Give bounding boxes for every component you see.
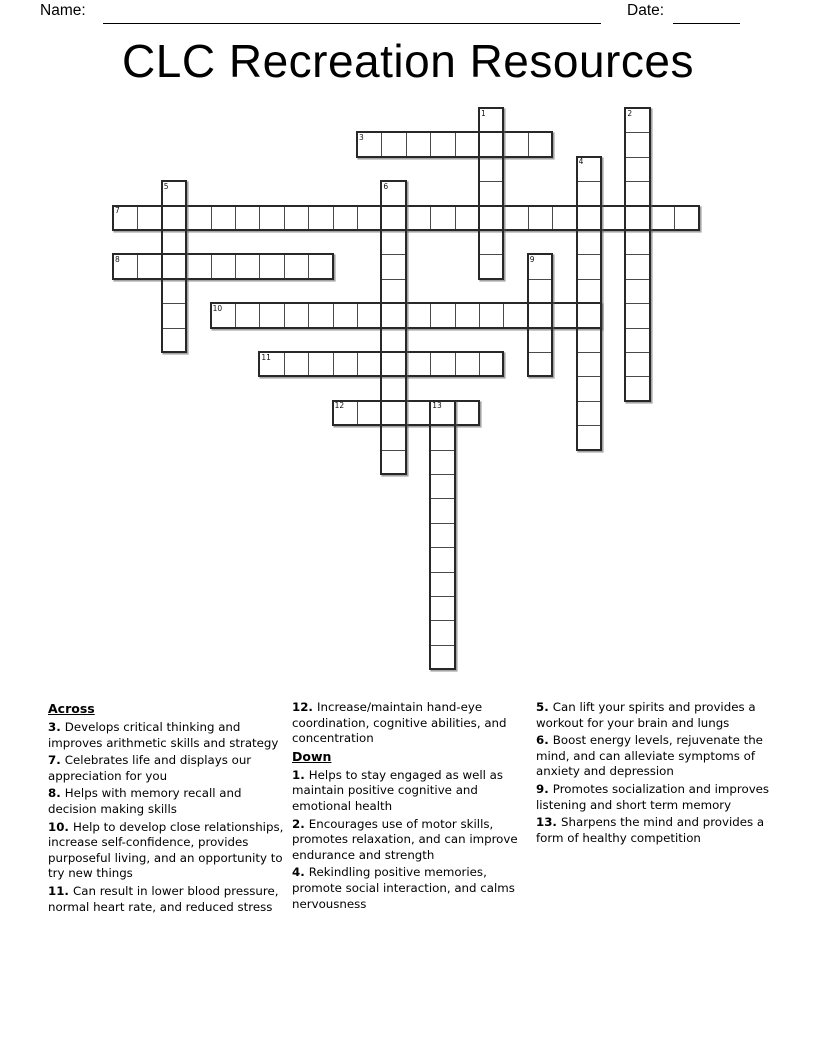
clue-number: 13.: [536, 815, 562, 830]
grid-cell: [625, 181, 650, 206]
grid-cell: [406, 303, 431, 328]
grid-cell: [625, 352, 650, 377]
clue-text: Help to develop close relationships, increase self-confidence, provides purposeful living, and an opportunity to try new things: [48, 819, 284, 881]
grid-cell: [577, 303, 602, 328]
grid-cell: [162, 206, 187, 231]
clue-across-7: [48, 753, 284, 784]
clue-number: 3.: [48, 720, 65, 734]
grid-cell: [381, 328, 406, 353]
grid-cell: [308, 352, 333, 377]
grid-cell: [430, 620, 455, 645]
clue-number-label: 9: [529, 254, 535, 264]
clues-column-3: [536, 700, 770, 917]
grid-cell: [284, 206, 309, 231]
grid-cell: [381, 132, 406, 157]
grid-cell: [381, 376, 406, 401]
clue-number-label: 1: [481, 108, 486, 118]
clue-number: 5.: [536, 700, 553, 714]
grid-cell: [406, 401, 431, 426]
grid-cell: [528, 328, 553, 353]
clue-down-6: [536, 733, 770, 780]
grid-cell: [552, 206, 577, 231]
grid-cell: [577, 157, 602, 182]
grid-cell: [455, 352, 480, 377]
grid-cell: [381, 206, 406, 231]
grid-cell: [308, 206, 333, 231]
grid-cell: [162, 279, 187, 304]
grid-cell: [503, 132, 528, 157]
grid-cell: [577, 376, 602, 401]
clue-number-label: 7: [115, 206, 120, 216]
grid-cell: [455, 132, 480, 157]
clue-text: Helps to stay engaged as well as maintain positive cognitive and emotional health: [292, 767, 504, 813]
grid-cell: [503, 206, 528, 231]
grid-cell: [528, 254, 553, 279]
grid-cell: [381, 279, 406, 304]
grid-cell: [162, 230, 187, 255]
grid-cell: [503, 303, 528, 328]
grid-cell: [528, 279, 553, 304]
grid-cell: [137, 206, 162, 231]
grid-cell: [162, 328, 187, 353]
clue-down-4: [292, 865, 522, 912]
grid-cell: [430, 498, 455, 523]
grid-cell: [186, 206, 211, 231]
grid-cell: [577, 206, 602, 231]
grid-cell: [259, 303, 284, 328]
grid-cell: [625, 206, 650, 231]
grid-cell: [577, 230, 602, 255]
grid-cell: [479, 181, 504, 206]
grid-cell: [406, 352, 431, 377]
clue-down-5: [536, 700, 770, 731]
grid-cell: [625, 132, 650, 157]
clue-across-11: [48, 884, 284, 915]
grid-cell: [381, 352, 406, 377]
grid-cell: [357, 206, 382, 231]
grid-cell: [430, 303, 455, 328]
clue-number-label: 4: [578, 157, 584, 167]
clue-number: 12.: [292, 700, 318, 714]
grid-cell: [333, 352, 358, 377]
grid-cell: [381, 181, 406, 206]
grid-cell: [625, 230, 650, 255]
grid-cell: [406, 132, 431, 157]
grid-cell: [625, 376, 650, 401]
clue-number-label: 11: [261, 352, 271, 362]
clue-across-10: [48, 820, 284, 882]
grid-cell: [357, 132, 382, 157]
clue-text: Celebrates life and displays our appreciation for you: [48, 753, 252, 783]
clue-number-label: 12: [334, 401, 345, 411]
grid-cell: [650, 206, 675, 231]
grid-cell: [211, 254, 236, 279]
grid-cell: [113, 206, 138, 231]
grid-cell: [430, 572, 455, 597]
clue-number: 9.: [536, 781, 553, 796]
grid-cell: [577, 181, 602, 206]
grid-cell: [625, 157, 650, 182]
name-label: Name:: [40, 2, 86, 19]
grid-cell: [162, 303, 187, 328]
clue-number-label: 6: [383, 181, 389, 191]
grid-cell: [430, 645, 455, 670]
grid-cell: [308, 303, 333, 328]
grid-cell: [430, 474, 455, 499]
clue-number: 1.: [292, 767, 309, 782]
clue-down-9: [536, 782, 770, 813]
grid-cell: [479, 132, 504, 157]
name-blank-line: [103, 23, 601, 24]
grid-cell: [381, 303, 406, 328]
grid-cell: [381, 254, 406, 279]
grid-cell: [674, 206, 699, 231]
grid-cell: [577, 401, 602, 426]
grid-cell: [479, 157, 504, 182]
date-label: Date:: [627, 2, 665, 19]
grid-cell: [284, 352, 309, 377]
grid-cell: [577, 425, 602, 450]
grid-cell: [381, 450, 406, 475]
grid-cell: [601, 206, 626, 231]
grid-cell: [259, 254, 284, 279]
grid-cell: [577, 279, 602, 304]
grid-cell: [235, 254, 260, 279]
grid-cell: [308, 254, 333, 279]
grid-cell: [259, 352, 284, 377]
grid-cell: [528, 206, 553, 231]
grid-cell: [625, 254, 650, 279]
clue-number: 4.: [292, 865, 309, 880]
grid-cell: [430, 523, 455, 548]
clue-down-1: [292, 768, 522, 815]
grid-cell: [528, 132, 553, 157]
clue-number-label: 2: [627, 108, 633, 118]
clue-number-label: 8: [115, 254, 120, 264]
grid-cell: [381, 425, 406, 450]
grid-cell: [625, 303, 650, 328]
clue-down-2: [292, 817, 522, 864]
clue-number: 10.: [48, 819, 74, 834]
grid-cell: [552, 303, 577, 328]
down-clues-header: Down: [292, 748, 332, 764]
clue-text: Helps with memory recall and decision making skills: [48, 786, 242, 816]
grid-cell: [284, 254, 309, 279]
grid-cell: [455, 206, 480, 231]
page-title: CLC Recreation Resources: [122, 35, 694, 87]
grid-cell: [381, 401, 406, 426]
grid-cell: [430, 596, 455, 621]
clue-number: 8.: [48, 786, 65, 801]
clue-text: Can result in lower blood pressure, normal heart rate, and reduced stress: [48, 883, 279, 914]
clues-column-1: [48, 700, 284, 917]
grid-cell: [357, 303, 382, 328]
clue-text: Encourages use of motor skills, promotes relaxation, and can improve endurance and strength: [292, 816, 518, 862]
grid-cell: [357, 401, 382, 426]
clue-number: 7.: [48, 753, 65, 768]
grid-cell: [455, 303, 480, 328]
clue-down-13: [536, 815, 770, 846]
date-blank-line: [673, 23, 740, 24]
grid-cell: [479, 352, 504, 377]
grid-cell: [430, 547, 455, 572]
clue-text: Increase/maintain hand-eye coordination, cognitive abilities, and concentration: [292, 700, 507, 746]
grid-cell: [333, 206, 358, 231]
grid-cell: [333, 303, 358, 328]
grid-cell: [577, 328, 602, 353]
clue-number-label: 13: [432, 401, 442, 411]
grid-cell: [479, 303, 504, 328]
grid-cell: [577, 352, 602, 377]
grid-cell: [235, 303, 260, 328]
clue-number: 11.: [48, 883, 74, 898]
grid-cell: [113, 254, 138, 279]
grid-cell: [479, 254, 504, 279]
grid-cell: [479, 206, 504, 231]
grid-cell: [479, 230, 504, 255]
clue-text: Can lift your spirits and provides a workout for your brain and lungs: [536, 700, 756, 730]
grid-cell: [625, 279, 650, 304]
clue-number-label: 5: [163, 181, 169, 191]
clue-number-label: 3: [359, 132, 364, 142]
clue-number: 6.: [536, 733, 553, 748]
grid-cell: [430, 352, 455, 377]
grid-cell: [430, 450, 455, 475]
grid-cell: [137, 254, 162, 279]
clue-text: Promotes socialization and improves listening and short term memory: [536, 781, 770, 812]
grid-cell: [284, 303, 309, 328]
grid-cell: [528, 303, 553, 328]
clue-text: Boost energy levels, rejuvenate the mind, and can alleviate symptoms of anxiety and depression: [536, 733, 763, 779]
grid-cell: [479, 108, 504, 133]
grid-cell: [333, 401, 358, 426]
clue-across-12: [292, 700, 522, 747]
grid-cell: [186, 254, 211, 279]
clue-text: Sharpens the mind and provides a form of healthy competition: [536, 815, 765, 845]
clue-text: Develops critical thinking and improves arithmetic skills and strategy: [48, 720, 279, 750]
grid-cell: [455, 401, 480, 426]
grid-cell: [625, 108, 650, 133]
grid-cell: [406, 206, 431, 231]
grid-cell: [357, 352, 382, 377]
grid-cell: [430, 401, 455, 426]
grid-cell: [259, 206, 284, 231]
crossword-grid: [113, 108, 713, 673]
across-clues-header: Across: [48, 701, 95, 716]
clue-across-3: [48, 720, 284, 751]
clues-section: [48, 700, 770, 917]
grid-cell: [430, 132, 455, 157]
grid-cell: [430, 425, 455, 450]
grid-cell: [162, 254, 187, 279]
grid-cell: [430, 206, 455, 231]
grid-cell: [235, 206, 260, 231]
clues-column-2: [292, 700, 522, 917]
grid-cell: [211, 206, 236, 231]
grid-cell: [528, 352, 553, 377]
grid-cell: [577, 254, 602, 279]
grid-cell: [162, 181, 187, 206]
clue-text: Rekindling positive memories, promote social interaction, and calms nervousness: [292, 865, 515, 911]
clue-across-8: [48, 786, 284, 817]
grid-cell: [381, 230, 406, 255]
grid-cell: [211, 303, 236, 328]
clue-number-label: 10: [212, 303, 223, 313]
grid-cell: [625, 328, 650, 353]
clue-number: 2.: [292, 816, 309, 831]
